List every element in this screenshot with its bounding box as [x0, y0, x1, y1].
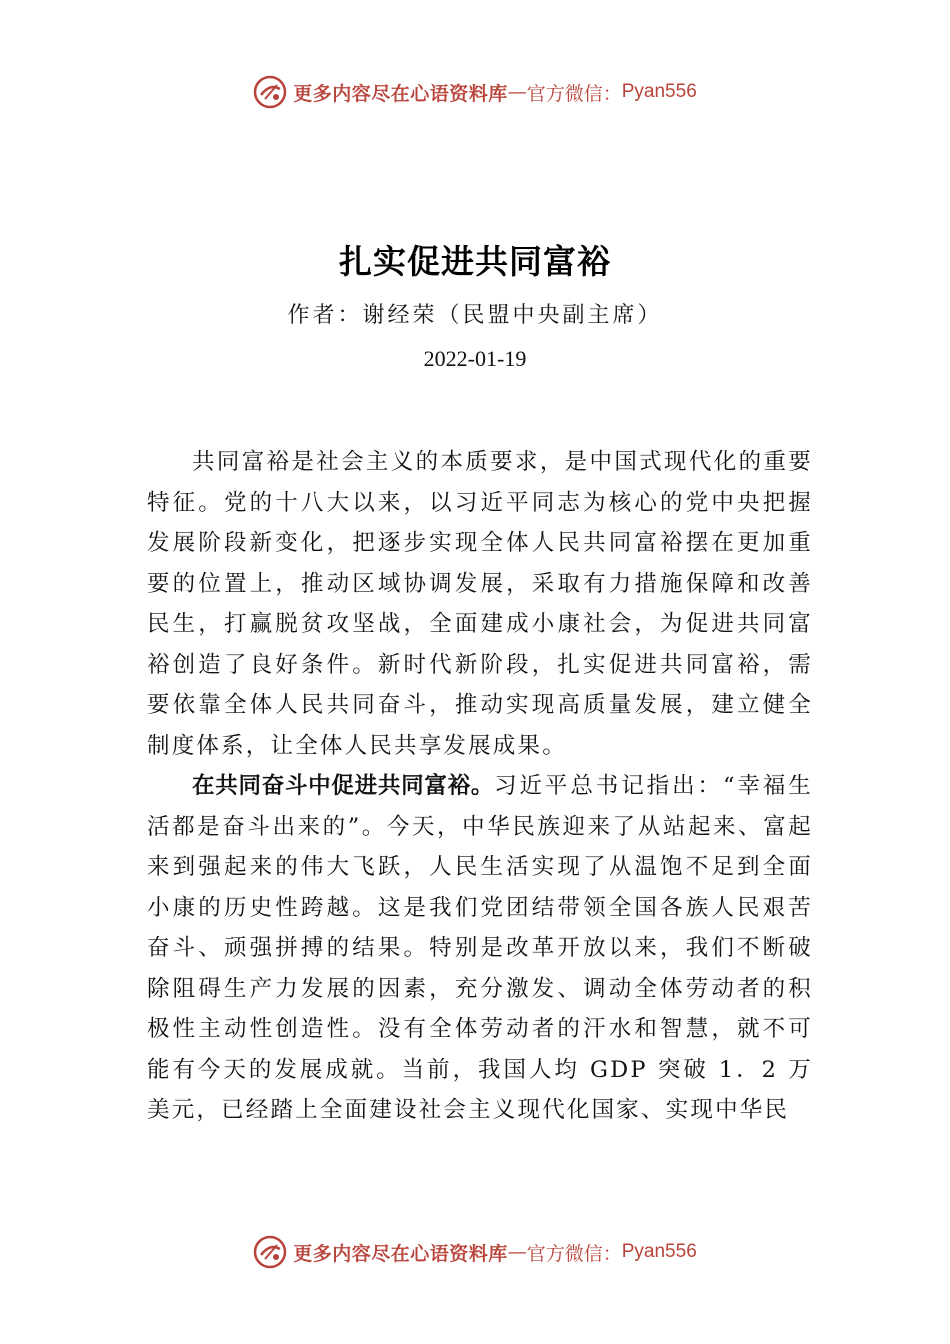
banner-site-text: 更多内容尽在心语资料库 [293, 82, 508, 105]
banner-dash: — [507, 1241, 527, 1263]
footer-banner [0, 1232, 950, 1272]
banner-wechat-id: Pyan556 [621, 81, 697, 102]
paragraph-2-lead: 在共同奋斗中促进共同富裕。 [192, 773, 495, 799]
article-author: 作者：谢经荣（民盟中央副主席） [287, 303, 663, 328]
banner-dash: — [507, 81, 527, 103]
header-banner [0, 72, 950, 112]
paragraph-1: 共同富裕是社会主义的本质要求，是中国式现代化的重要特征。党的十八大以来，以习近平同志为核心的党中央把握发展阶段新变化，把逐步实现全体人民共同富裕摆在更加重要的位置上，推动区域协调发展，采取有力措施保障和改善民生，打赢脱贫攻坚战，全面建成小康社会，为促进共同富裕创造了良好条件。新时代新阶段，扎实促进共同富裕，需要依靠全体人民共同奋斗，推动实现高质量发展，建立健全制度体系，让全体人民共享发展成果。 [147, 449, 813, 759]
article-date: 2022-01-19 [423, 346, 527, 371]
banner-wechat-label: 官方微信： [526, 1242, 622, 1265]
heart-book-logo-icon [253, 1235, 287, 1269]
paragraph-2 [147, 766, 813, 1131]
article-body [147, 442, 813, 1131]
banner-wechat-id: Pyan556 [621, 1241, 697, 1262]
banner-site-text: 更多内容尽在心语资料库 [293, 1242, 508, 1265]
article-title: 扎实促进共同富裕 [339, 242, 611, 281]
banner-wechat-label: 官方微信： [526, 82, 622, 105]
heart-book-logo-icon [253, 75, 287, 109]
paragraph-2-text: 习近平总书记指出：“幸福生活都是奋斗出来的”。今天，中华民族迎来了从站起来、富起来到强起来的伟大飞跃，人民生活实现了从温饱不足到全面小康的历史性跨越。这是我们党团结带领全国各族人民艰苦奋斗、顽强拼搏的结果。特别是改革开放以来，我们不断破除阻碍生产力发展的因素，充分激发、调动全体劳动者的积极性主动性创造性。没有全体劳动者的汗水和智慧，就不可能有今天的发展成就。当前，我国人均 GDP 突破 1．2 万美元，已经踏上全面建设社会主义现代化国家、实现中华民 [147, 773, 813, 1123]
